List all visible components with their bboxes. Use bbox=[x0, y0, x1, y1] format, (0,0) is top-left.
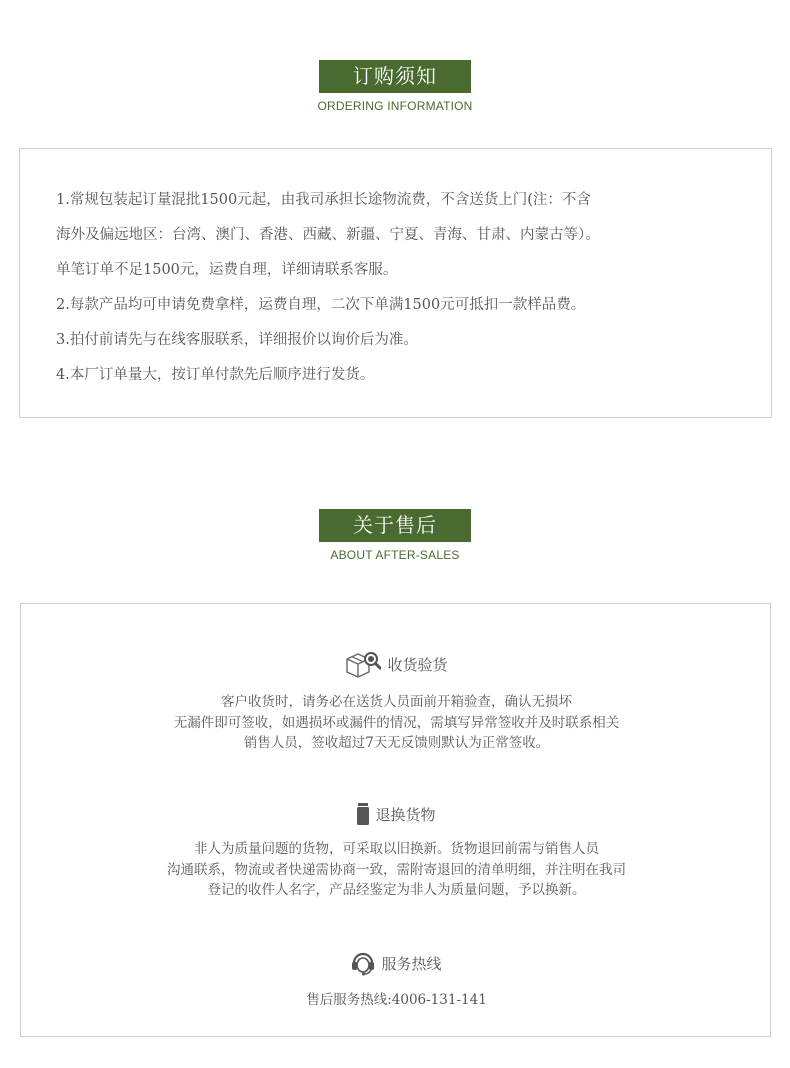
ordering-info-box bbox=[19, 148, 772, 418]
headset-icon bbox=[351, 950, 375, 976]
ordering-line: 1.常规包装起订量混批1500元起，由我司承担长途物流费，不含送货上门(注：不含 bbox=[56, 192, 591, 208]
inspection-line: 销售人员，签收超过7天无反馈则默认为正常签收。 bbox=[243, 735, 550, 751]
inspection-title: 收货验货 bbox=[387, 655, 448, 674]
ordering-header bbox=[0, 60, 790, 113]
exchange-block bbox=[21, 803, 772, 901]
exchange-line: 沟通联系，物流或者快递需协商一致，需附寄退回的清单明细，并注明在我司 bbox=[167, 861, 626, 878]
exchange-line: 登记的收件人名字，产品经鉴定为非人为质量问题，予以换新。 bbox=[207, 882, 586, 898]
aftersales-title: 关于售后 bbox=[319, 509, 471, 542]
hotline-block bbox=[21, 950, 772, 1011]
bottle-icon bbox=[357, 803, 369, 825]
ordering-line: 2.每款产品均可申请免费拿样，运费自理，二次下单满1500元可抵扣一款样品费。 bbox=[56, 297, 586, 313]
ordering-line: 海外及偏远地区：台湾、澳门、香港、西藏、新疆、宁夏、青海、甘肃、内蒙古等）。 bbox=[56, 227, 600, 243]
hotline-title: 服务热线 bbox=[381, 954, 442, 973]
ordering-line: 单笔订单不足1500元，运费自理，详细请联系客服。 bbox=[56, 262, 398, 278]
inspection-line: 无漏件即可签收，如遇损坏或漏件的情况，需填写异常签收并及时联系相关 bbox=[173, 714, 620, 731]
hotline-number: 售后服务热线:4006-131-141 bbox=[306, 992, 487, 1008]
exchange-line: 非人为质量问题的货物，可采取以旧换新。货物退回前需与销售人员 bbox=[194, 841, 599, 857]
inspection-line: 客户收货时，请务必在送货人员面前开箱验查，确认无损坏 bbox=[221, 694, 572, 710]
package-inspect-icon bbox=[345, 650, 381, 678]
ordering-title: 订购须知 bbox=[319, 60, 471, 93]
ordering-subtitle: ORDERING INFORMATION bbox=[317, 99, 473, 113]
inspection-description bbox=[21, 692, 772, 754]
inspection-heading bbox=[345, 650, 447, 678]
exchange-title: 退换货物 bbox=[375, 805, 436, 824]
aftersales-header bbox=[0, 509, 790, 562]
exchange-description bbox=[21, 839, 772, 901]
hotline-heading bbox=[351, 950, 441, 976]
ordering-line: 3.拍付前请先与在线客服联系，详细报价以询价后为准。 bbox=[56, 332, 418, 348]
aftersales-subtitle: ABOUT AFTER-SALES bbox=[330, 548, 460, 562]
inspection-block bbox=[21, 650, 772, 754]
exchange-heading bbox=[357, 803, 435, 825]
aftersales-box bbox=[20, 603, 771, 1037]
ordering-line: 4.本厂订单量大，按订单付款先后顺序进行发货。 bbox=[56, 367, 375, 383]
